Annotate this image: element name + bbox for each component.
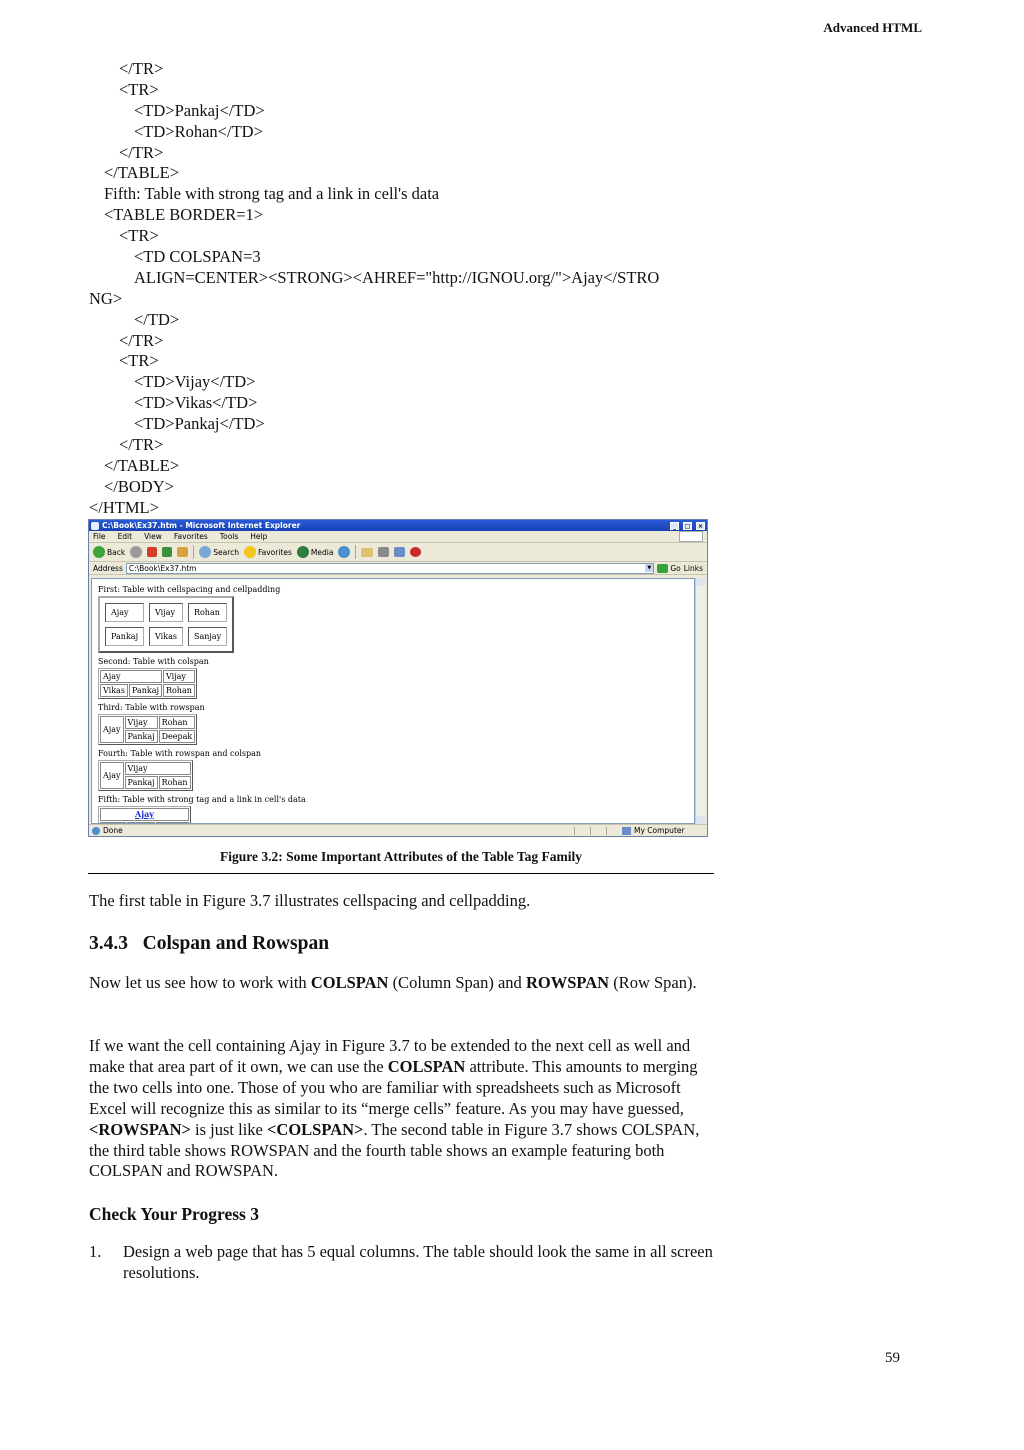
menu-help[interactable]: Help: [250, 532, 268, 541]
code-line: </TR>: [119, 330, 164, 350]
table-row: [100, 684, 195, 697]
chevron-down-icon[interactable]: ▼: [645, 564, 653, 572]
subsection-heading: Check Your Progress 3: [89, 1204, 259, 1224]
table-row: [105, 603, 227, 622]
running-head: Advanced HTML: [823, 20, 922, 35]
print-button[interactable]: [378, 547, 389, 557]
table-cell: Ajay: [100, 670, 162, 683]
status-text: Done: [103, 826, 123, 835]
demo-table-rowspan: [98, 714, 197, 745]
windows-logo-icon: [679, 531, 703, 542]
table-caption: First: Table with cellspacing and cellpadding: [98, 585, 281, 594]
table-row: [100, 716, 195, 729]
toolbar-separator: [355, 545, 356, 559]
home-button[interactable]: [177, 547, 188, 557]
messenger-icon: [410, 547, 421, 557]
code-line: <TD>Pankaj</TD>: [134, 100, 265, 120]
table-cell: Rohan: [159, 716, 196, 729]
go-label: Go: [670, 563, 681, 573]
demo-table-link: [98, 806, 191, 824]
address-value: C:\Book\Ex37.htm: [128, 563, 197, 573]
code-line: </TR>: [119, 59, 164, 78]
mail-icon: [361, 548, 373, 557]
code-line: <TD>Vijay</TD>: [134, 372, 256, 392]
status-pane: [590, 827, 603, 835]
address-input[interactable]: [126, 563, 654, 574]
media-button[interactable]: [297, 546, 334, 558]
paragraph: The first table in Figure 3.7 illustrates cellspacing and cellpadding.: [89, 891, 531, 910]
code-line: </TR>: [119, 435, 164, 455]
status-bar: [89, 824, 707, 836]
printer-icon: [378, 547, 389, 557]
maximize-icon[interactable]: □: [684, 522, 691, 530]
menu-view[interactable]: View: [144, 532, 162, 541]
list-item: [89, 1242, 714, 1284]
table-caption: Second: Table with colspan: [98, 657, 209, 666]
demo-table-colspan: [98, 668, 197, 699]
demo-table-rowspan-colspan: [98, 760, 193, 791]
links-button[interactable]: Links: [683, 563, 703, 573]
favorites-label: Favorites: [258, 547, 292, 557]
search-icon: [199, 546, 211, 558]
browser-menu-bar: [89, 531, 707, 543]
mail-button[interactable]: [361, 548, 373, 557]
table-row: [100, 762, 191, 775]
table-cell: Vikas: [100, 684, 128, 697]
browser-window-screenshot: [88, 519, 708, 837]
search-label: Search: [213, 547, 239, 557]
favorites-button[interactable]: [244, 546, 292, 558]
browser-toolbar: [89, 543, 707, 562]
browser-title: C:\Book\Ex37.htm - Microsoft Internet Explorer: [102, 521, 301, 530]
code-line: <TD>Vikas</TD>: [134, 393, 258, 413]
scroll-down-icon[interactable]: [696, 816, 705, 824]
code-line: Fifth: Table with strong tag and a link in cell's data: [104, 184, 440, 204]
code-line: </TR>: [119, 142, 164, 162]
messenger-button[interactable]: [410, 547, 421, 557]
stop-button[interactable]: [147, 547, 157, 557]
demo-table-cellspacing: [98, 596, 234, 653]
scroll-up-icon[interactable]: [696, 578, 705, 586]
table-caption: Fifth: Table with strong tag and a link in cell's data: [98, 795, 306, 804]
refresh-icon: [162, 547, 172, 557]
table-row: [105, 627, 227, 646]
browser-title-bar: [89, 520, 707, 531]
status-pane: [574, 827, 587, 835]
address-label: Address: [93, 563, 123, 573]
section-title: Colspan and Rowspan: [142, 933, 330, 954]
table-cell: Pankaj: [105, 627, 144, 646]
back-label: Back: [107, 547, 126, 557]
menu-tools[interactable]: Tools: [219, 532, 239, 541]
go-arrow-icon: [657, 564, 668, 573]
code-line: <TD COLSPAN=3: [134, 247, 261, 267]
address-bar: [89, 562, 707, 575]
code-listing: [0, 59, 740, 519]
star-icon: [244, 546, 256, 558]
media-label: Media: [310, 547, 334, 557]
divider: [88, 873, 714, 874]
table-cell: Pankaj: [125, 730, 158, 743]
home-icon: [177, 547, 188, 557]
table-cell: Rohan: [159, 776, 191, 789]
table-cell: Vijay: [149, 603, 183, 622]
search-button[interactable]: [199, 546, 239, 558]
back-arrow-icon: [93, 546, 105, 558]
table-cell: Vijay: [125, 762, 191, 775]
code-line: </HTML>: [89, 497, 159, 517]
history-button[interactable]: [338, 546, 350, 558]
menu-file[interactable]: File: [93, 532, 106, 541]
table-cell: Vijay: [125, 716, 158, 729]
go-button[interactable]: [657, 564, 680, 573]
forward-arrow-icon: [130, 546, 142, 558]
code-line: <TR>: [119, 351, 159, 371]
code-line: <TABLE BORDER=1>: [104, 205, 264, 225]
list-text: Design a web page that has 5 equal columns. The table should look the same in all screen resolutions.: [123, 1242, 713, 1282]
code-line: <TD>Pankaj</TD>: [134, 414, 265, 434]
code-line: NG>: [89, 288, 123, 308]
code-line: ALIGN=CENTER><STRONG><AHREF="http://IGNOU.org/">Ajay</STRO: [134, 267, 660, 287]
section-heading: [89, 933, 329, 955]
table-cell: Pankaj: [125, 776, 158, 789]
menu-edit[interactable]: Edit: [117, 532, 133, 541]
table-row: [100, 808, 189, 821]
page-number: 59: [885, 1350, 900, 1366]
table-cell: Vijay: [163, 670, 195, 683]
code-line: </BODY>: [104, 476, 174, 496]
table-cell: Pankaj: [129, 684, 162, 697]
list-number: 1.: [89, 1242, 102, 1261]
code-line: <TD>Rohan</TD>: [134, 121, 263, 141]
ie-icon: [91, 522, 99, 530]
table-cell: Ajay: [100, 716, 124, 743]
figure-caption: Figure 3.2: Some Important Attributes of the Table Tag Family: [219, 849, 582, 864]
minimize-icon[interactable]: _: [670, 522, 679, 530]
edit-icon: [394, 547, 405, 557]
computer-icon: [622, 827, 631, 835]
zone-text: My Computer: [634, 826, 685, 835]
code-line: </TD>: [134, 309, 180, 329]
back-button[interactable]: [93, 546, 125, 558]
page-done-icon: [92, 827, 100, 835]
history-icon: [338, 546, 350, 558]
code-line: <TR>: [119, 79, 159, 99]
table-cell: [100, 808, 189, 821]
table-cell: Ajay: [100, 762, 124, 789]
stop-icon: [147, 547, 157, 557]
toolbar-separator: [193, 545, 194, 559]
table-caption: Fourth: Table with rowspan and colspan: [98, 749, 262, 758]
paragraph: If we want the cell containing Ajay in Figure 3.7 to be extended to the next cell as well and make that area part of it own, we can use the COLSPAN attribute. This amounts to merging the two cells into one. Those of you who are familiar with spreadsheets such as Microsoft Excel will recognize this as similar to its “merge cells” feature. As you may have guessed, <ROWSPAN> is just like <COLSPAN>. The second table in Figure 3.7 shows COLSPAN, the third table shows ROWSPAN and the fourth table shows an example featuring both COLSPAN and ROWSPAN.: [89, 1036, 700, 1181]
table-cell: Ajay: [105, 603, 144, 622]
table-cell: Vikas: [149, 627, 183, 646]
code-line: <TR>: [119, 226, 159, 246]
menu-favorites[interactable]: Favorites: [173, 532, 208, 541]
browser-content: [91, 578, 695, 824]
edit-button[interactable]: [394, 547, 405, 557]
section-number: 3.4.3: [89, 933, 128, 954]
ajay-link[interactable]: Ajay: [135, 809, 154, 819]
code-line: </TABLE>: [104, 163, 180, 183]
refresh-button[interactable]: [162, 547, 172, 557]
forward-button[interactable]: [130, 546, 142, 558]
code-line: </TABLE>: [104, 455, 180, 475]
table-cell: Sanjay: [188, 627, 227, 646]
paragraph: Now let us see how to work with COLSPAN (Column Span) and ROWSPAN (Row Span).: [89, 973, 697, 992]
table-caption: Third: Table with rowspan: [98, 703, 205, 712]
media-icon: [297, 546, 309, 558]
close-icon[interactable]: ×: [697, 522, 704, 530]
table-cell: Deepak: [159, 730, 196, 743]
vertical-scrollbar[interactable]: [695, 578, 705, 824]
table-cell: Rohan: [163, 684, 195, 697]
status-pane: [606, 827, 619, 835]
table-cell: Rohan: [188, 603, 227, 622]
table-row: [100, 670, 195, 683]
